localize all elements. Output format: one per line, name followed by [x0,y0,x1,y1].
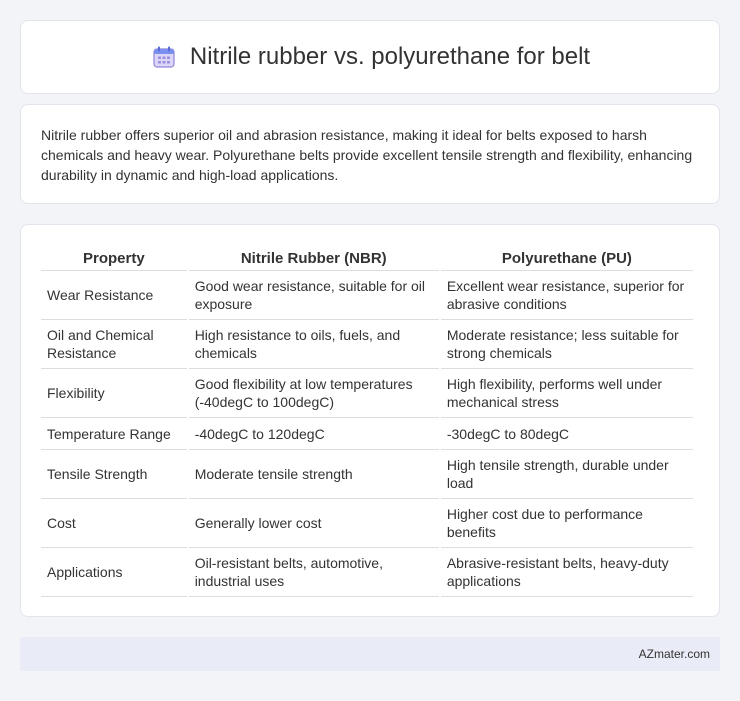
pu-cell: High flexibility, performs well under mechanical stress [441,369,693,418]
pu-cell: Higher cost due to performance benefits [441,499,693,548]
property-cell: Wear Resistance [41,271,187,320]
pu-cell: -30degC to 80degC [441,418,693,450]
nbr-cell: Generally lower cost [189,499,439,548]
header-property: Property [41,245,187,271]
title-wrap [150,43,590,71]
nbr-cell: Moderate tensile strength [189,450,439,499]
table-row [41,271,693,320]
nbr-cell: Good wear resistance, suitable for oil exposure [189,271,439,320]
table-row [41,418,693,450]
property-cell: Temperature Range [41,418,187,450]
comparison-table [39,245,695,597]
pu-cell: Moderate resistance; less suitable for strong chemicals [441,320,693,369]
intro-text: Nitrile rubber offers superior oil and abrasion resistance, making it ideal for belts exposed to harsh chemicals and heavy wear. Polyurethane belts provide excellent tensile strength and flexibility, enhancing durability in dynamic and high-load applications. [41,127,693,183]
footer-brand[interactable]: AZmater.com [638,647,710,661]
nbr-cell: High resistance to oils, fuels, and chemicals [189,320,439,369]
header-nbr: Nitrile Rubber (NBR) [189,245,439,271]
comparison-card [20,224,720,617]
table-row [41,548,693,597]
table-header-row [41,245,693,271]
nbr-cell: -40degC to 120degC [189,418,439,450]
pu-cell: Abrasive-resistant belts, heavy-duty applications [441,548,693,597]
table-row [41,499,693,548]
pu-cell: High tensile strength, durable under load [441,450,693,499]
property-cell: Flexibility [41,369,187,418]
nbr-cell: Oil-resistant belts, automotive, industrial uses [189,548,439,597]
property-cell: Cost [41,499,187,548]
property-cell: Applications [41,548,187,597]
calendar-icon [150,43,178,71]
nbr-cell: Good flexibility at low temperatures (-40degC to 100degC) [189,369,439,418]
table-row [41,369,693,418]
table-row [41,450,693,499]
page-title: Nitrile rubber vs. polyurethane for belt [189,43,591,70]
title-card [20,20,720,94]
pu-cell: Excellent wear resistance, superior for abrasive conditions [441,271,693,320]
property-cell: Tensile Strength [41,450,187,499]
property-cell: Oil and Chemical Resistance [41,320,187,369]
footer-bar [20,637,720,671]
table-row [41,320,693,369]
header-pu: Polyurethane (PU) [441,245,693,271]
intro-card [20,104,720,204]
